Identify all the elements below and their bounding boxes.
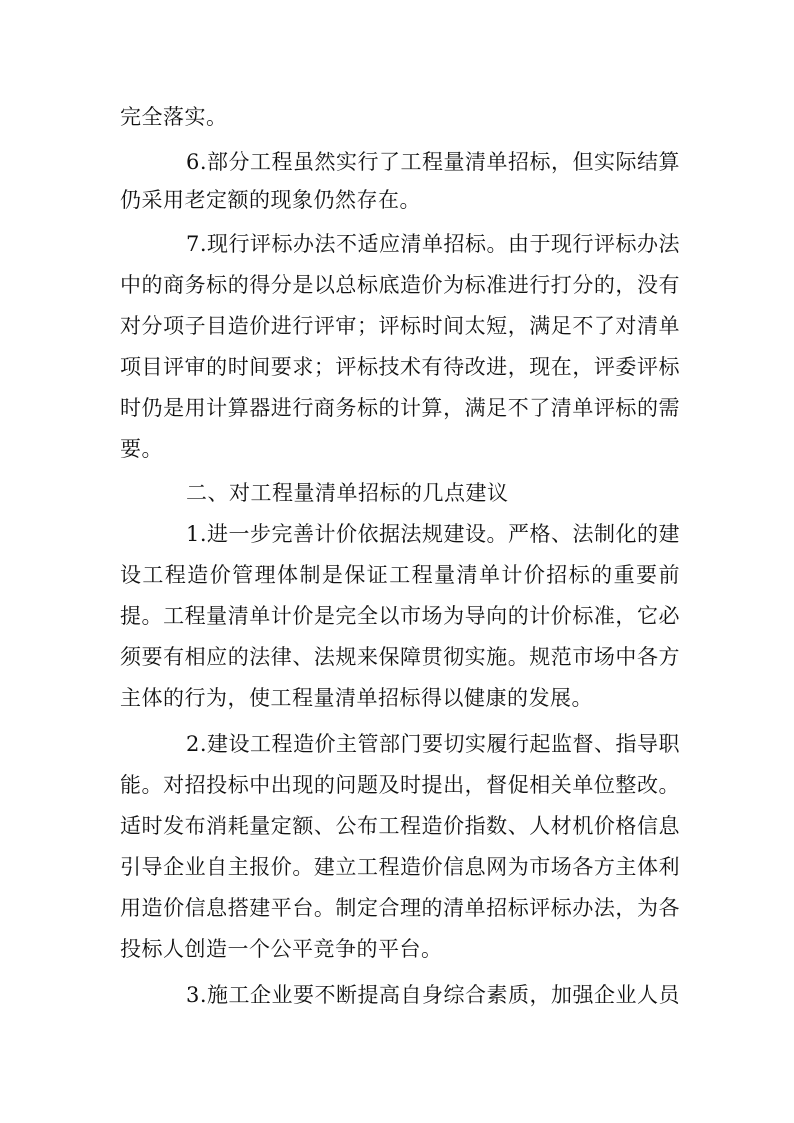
text-line: 须要有相应的法律、法规来保障贯彻实施。规范市场中各方 (120, 645, 680, 669)
text-line: 提。工程量清单计价是完全以市场为导向的计价标准，它必 (120, 604, 680, 628)
text-line: 中的商务标的得分是以总标底造价为标准进行打分的，没有 (120, 273, 680, 297)
text-line: 用造价信息搭建平台。制定合理的清单招标评标办法，为各 (120, 896, 680, 920)
text-line: 主体的行为，使工程量清单招标得以健康的发展。 (120, 686, 593, 710)
text-line: 能。对招投标中出现的问题及时提出，督促相关单位整改。 (120, 773, 680, 797)
text-line: 项目评审的时间要求；评标技术有待改进，现在，评委评标 (120, 355, 680, 379)
text-line: 要。 (120, 437, 163, 461)
text-line: 引导企业自主报价。建立工程造价信息网为市场各方主体利 (120, 855, 680, 879)
text-line: 适时发布消耗量定额、公布工程造价指数、人材机价格信息 (120, 814, 680, 838)
text-line: 7.现行评标办法不适应清单招标。由于现行评标办法 (186, 232, 681, 256)
text-line: 时仍是用计算器进行商务标的计算，满足不了清单评标的需 (120, 396, 680, 420)
text-line: 2.建设工程造价主管部门要切实履行起监督、指导职 (186, 732, 681, 756)
text-line: 设工程造价管理体制是保证工程量清单计价招标的重要前 (120, 563, 680, 587)
text-line: 对分项子目造价进行评审；评标时间太短，满足不了对清单 (120, 314, 680, 338)
text-line: 3.施工企业要不断提高自身综合素质，加强企业人员 (186, 983, 681, 1007)
text-line: 仍采用老定额的现象仍然存在。 (120, 188, 421, 212)
text-line: 完全落实。 (120, 105, 228, 129)
text-line: 投标人创造一个公平竞争的平台。 (120, 937, 443, 961)
section-heading: 二、对工程量清单招标的几点建议 (186, 481, 509, 505)
text-line: 6.部分工程虽然实行了工程量清单招标，但实际结算 (186, 150, 681, 174)
text-line: 1.进一步完善计价依据法规建设。严格、法制化的建 (186, 522, 681, 546)
